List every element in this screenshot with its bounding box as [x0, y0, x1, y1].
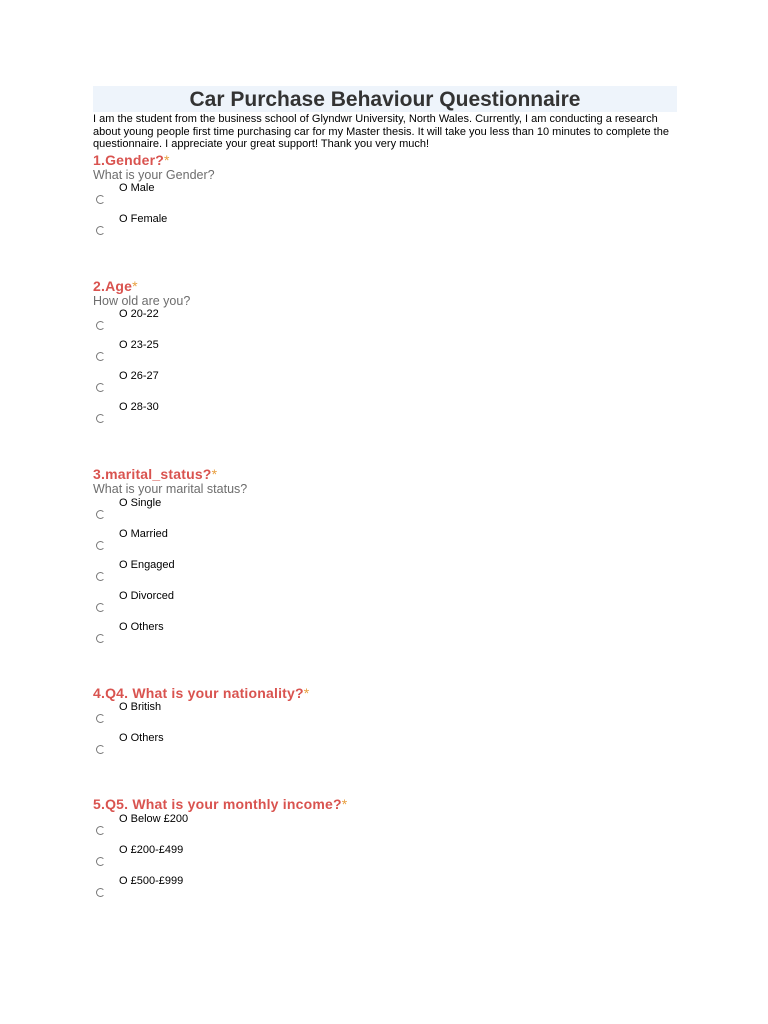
question-subtitle: What is your marital status?	[93, 482, 248, 496]
question-marital-status	[93, 466, 247, 496]
option-200-499[interactable]	[93, 844, 393, 875]
option-label: O 23-25	[119, 339, 159, 351]
radio-button[interactable]	[96, 321, 105, 330]
option-married[interactable]	[93, 528, 393, 559]
question-title: 4.Q4. What is your nationality?*	[93, 685, 310, 701]
question-nationality	[93, 685, 309, 701]
option-male[interactable]	[93, 182, 393, 213]
radio-button[interactable]	[96, 826, 105, 835]
page-title-bar	[93, 86, 677, 112]
radio-button[interactable]	[96, 857, 105, 866]
option-engaged[interactable]	[93, 559, 393, 590]
option-others-nationality[interactable]	[93, 732, 393, 763]
radio-button[interactable]	[96, 634, 105, 643]
question-title: 1.Gender?*	[93, 152, 170, 168]
option-british[interactable]	[93, 701, 393, 732]
radio-button[interactable]	[96, 541, 105, 550]
option-28-30[interactable]	[93, 401, 393, 432]
option-label: O Others	[119, 732, 164, 744]
required-mark: *	[132, 278, 138, 294]
option-26-27[interactable]	[93, 370, 393, 401]
question-title: 5.Q5. What is your monthly income?*	[93, 796, 348, 812]
radio-button[interactable]	[96, 572, 105, 581]
option-below-200[interactable]	[93, 813, 393, 844]
question-subtitle: How old are you?	[93, 294, 191, 308]
option-20-22[interactable]	[93, 308, 393, 339]
option-label: O 28-30	[119, 401, 159, 413]
option-divorced[interactable]	[93, 590, 393, 621]
option-label: O 26-27	[119, 370, 159, 382]
option-23-25[interactable]	[93, 339, 393, 370]
radio-button[interactable]	[96, 714, 105, 723]
option-label: O 20-22	[119, 308, 159, 320]
required-mark: *	[341, 796, 348, 812]
questionnaire-page	[93, 86, 677, 887]
option-500-999[interactable]	[93, 875, 393, 906]
required-mark: *	[164, 152, 170, 168]
radio-button[interactable]	[96, 414, 105, 423]
radio-button[interactable]	[96, 888, 105, 897]
option-others-marital[interactable]	[93, 621, 393, 652]
option-label: O £500-£999	[119, 875, 184, 887]
option-label: O £200-£499	[119, 844, 184, 856]
page-title: Car Purchase Behaviour Questionnaire	[189, 88, 581, 111]
question-title: 2.Age*	[93, 278, 138, 294]
option-label: O Below £200	[119, 813, 189, 825]
option-female[interactable]	[93, 213, 393, 244]
radio-button[interactable]	[96, 603, 105, 612]
radio-button[interactable]	[96, 745, 105, 754]
radio-button[interactable]	[96, 383, 105, 392]
radio-button[interactable]	[96, 195, 105, 204]
option-label: O Single	[119, 497, 162, 509]
intro-text: I am the student from the business school of Glyndwr University, North Wales. Currently, I am conducting a research about young people first time purchasing car for my Master thesis. It will take you less than 10 minutes to complete the questionnaire. I appreciate your great support! Thank you very much!	[93, 113, 669, 150]
option-label: O Others	[119, 621, 164, 633]
question-gender	[93, 152, 215, 182]
question-title: 3.marital_status?*	[93, 466, 218, 482]
radio-button[interactable]	[96, 226, 105, 235]
question-monthly-income	[93, 796, 347, 812]
option-label: O Engaged	[119, 559, 175, 571]
option-label: O Male	[119, 182, 155, 194]
question-subtitle: What is your Gender?	[93, 168, 215, 182]
required-mark: *	[211, 466, 218, 482]
question-age	[93, 278, 190, 308]
radio-button[interactable]	[96, 352, 105, 361]
option-label: O Female	[119, 213, 168, 225]
option-label: O Married	[119, 528, 168, 540]
option-label: O British	[119, 701, 162, 713]
radio-button[interactable]	[96, 510, 105, 519]
required-mark: *	[303, 685, 310, 701]
option-single[interactable]	[93, 497, 393, 528]
option-label: O Divorced	[119, 590, 175, 602]
